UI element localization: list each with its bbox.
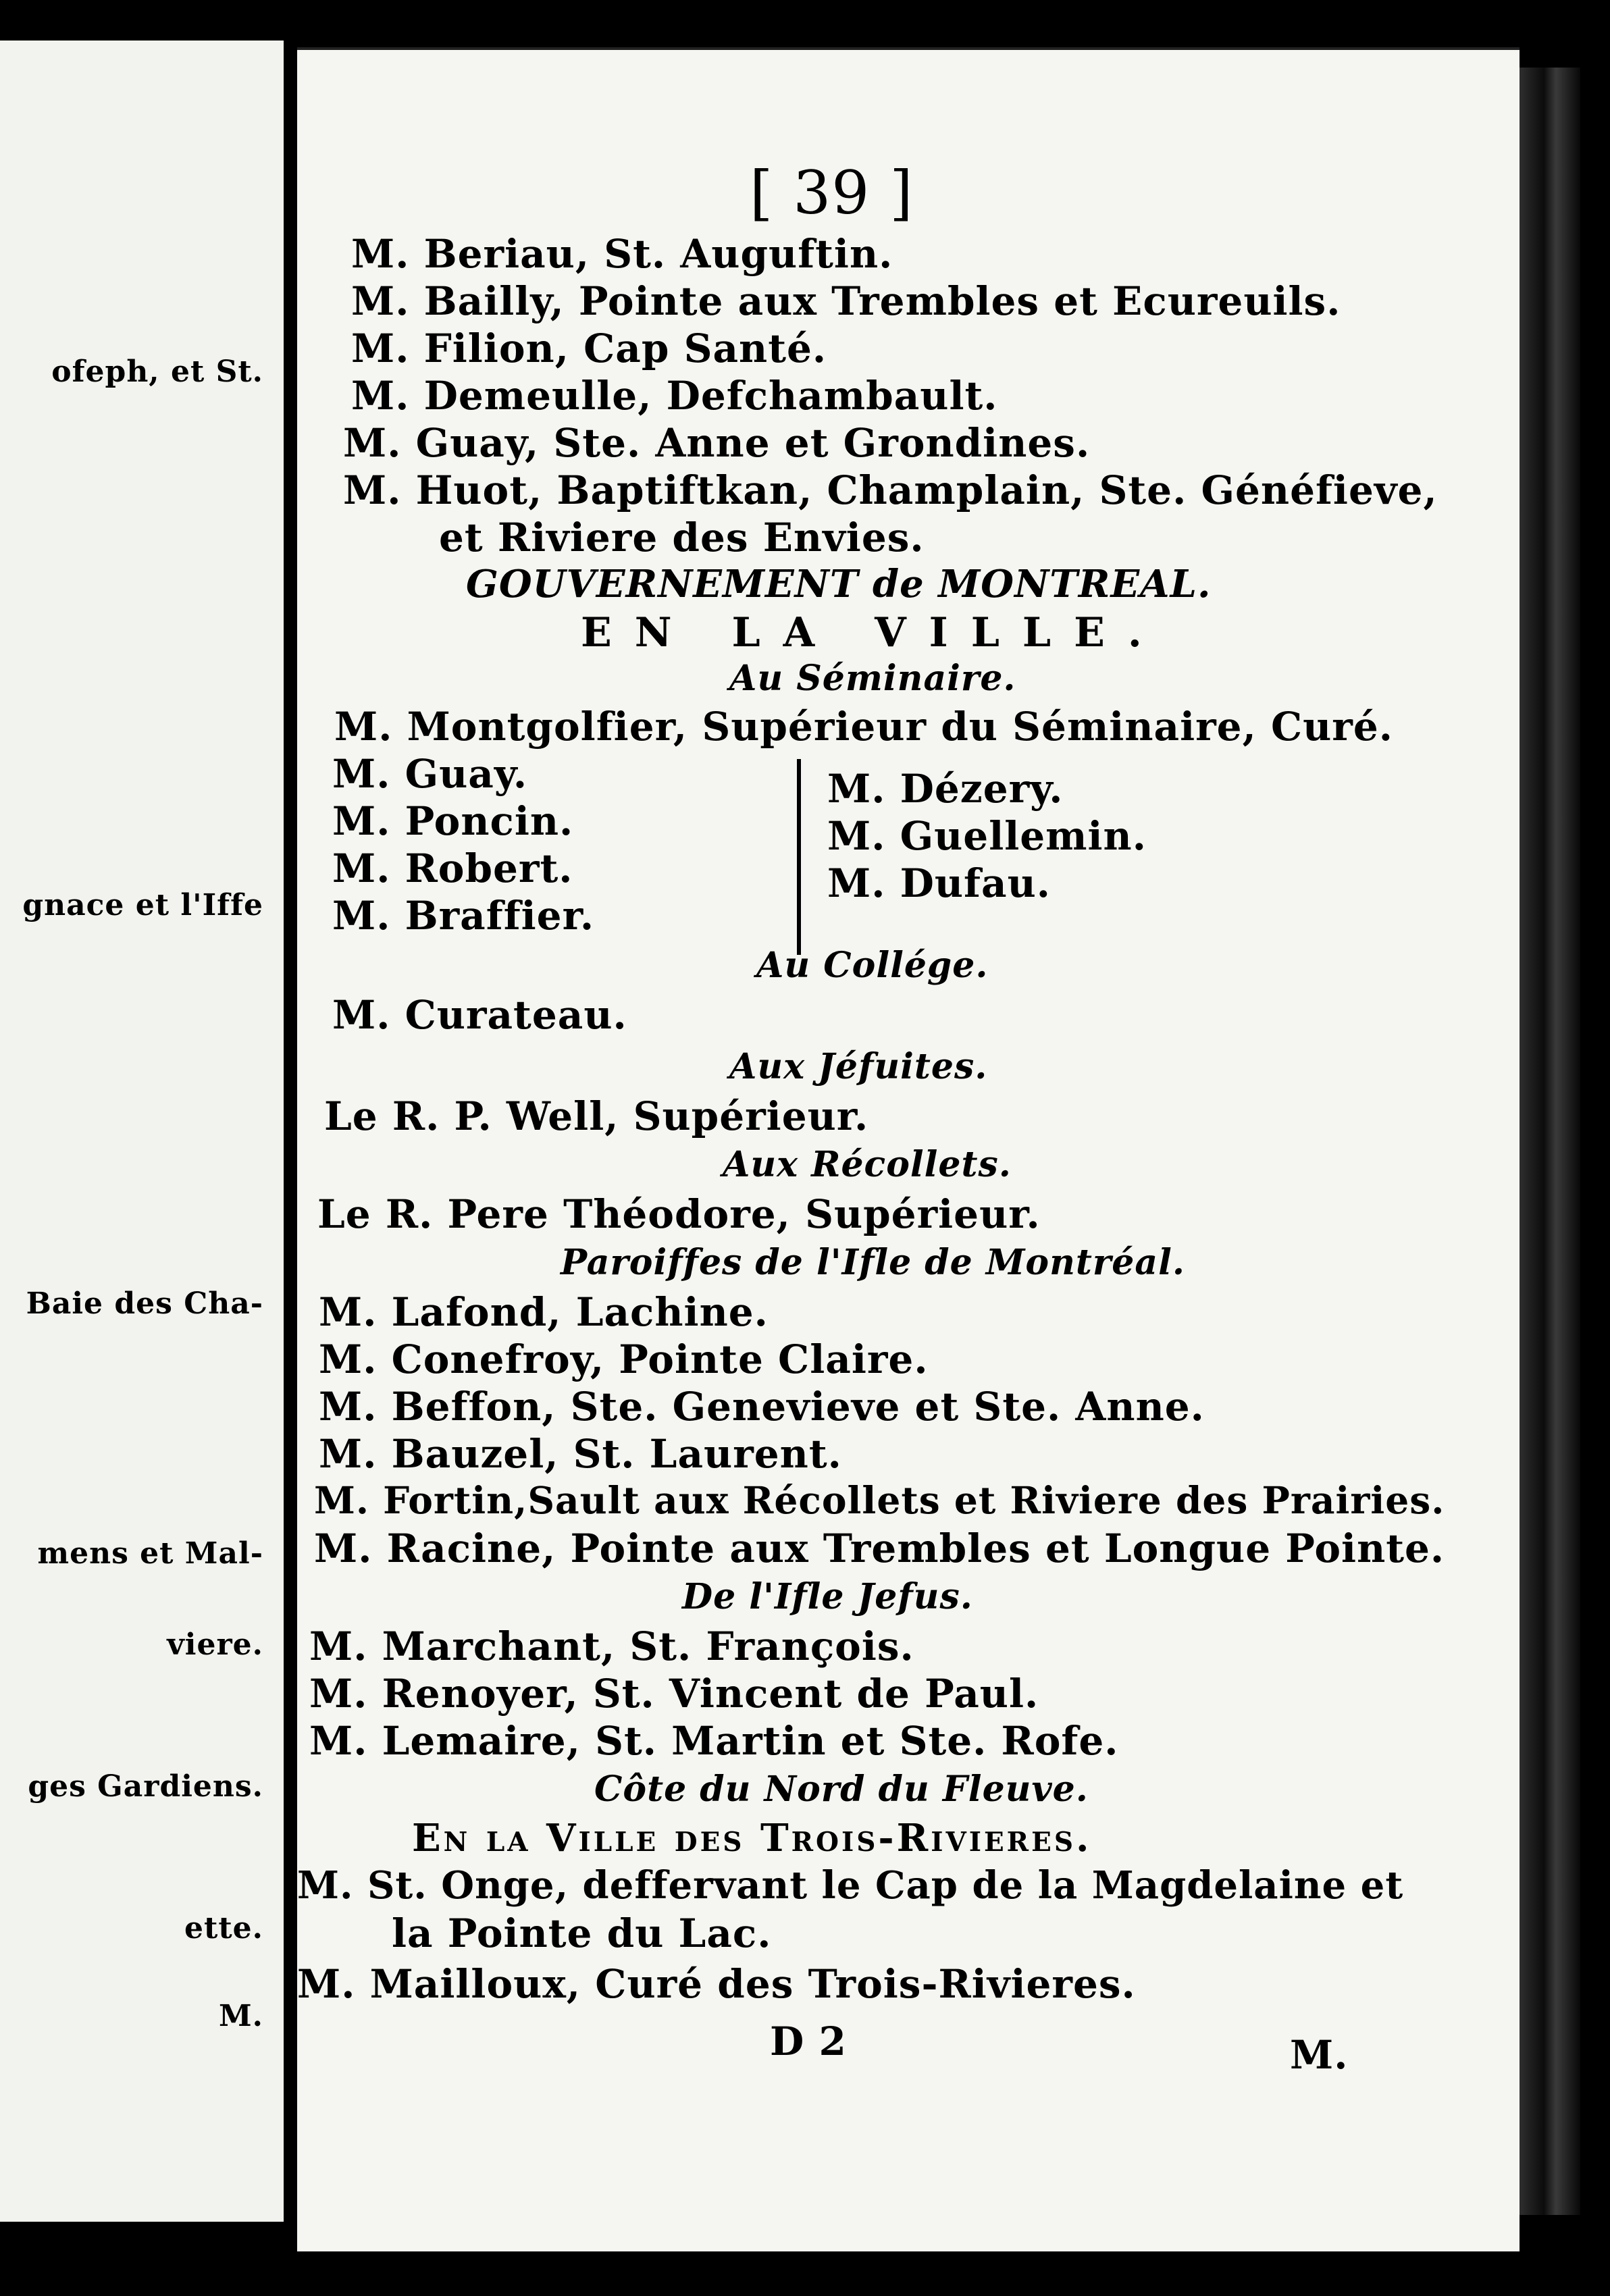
seminaire-left-4: M. Braffier. (332, 893, 595, 939)
entry-huot: M. Huot, Baptiftkan, Champlain, Ste. Généfieve, (343, 467, 1438, 513)
entry-st-onge: M. St. Onge, deffervant le Cap de la Magdelaine et (297, 1863, 1404, 1908)
left-fragment-4: mens et Mal- (37, 1536, 263, 1571)
entry-besson: M. Beffon, Ste. Genevieve et Ste. Anne. (319, 1384, 1205, 1430)
subheading-recollets: Aux Récollets. (723, 1144, 1012, 1185)
subheading-ile-jesus: De l'Ifle Jefus. (682, 1576, 973, 1617)
left-fragment-2: gnace et l'Iffe (22, 888, 263, 922)
left-fragment-7: ette. (184, 1911, 263, 1946)
entry-marchant: M. Marchant, St. François. (309, 1623, 914, 1669)
seminaire-left-3: M. Robert. (332, 845, 573, 891)
subheading-cote-nord: Côte du Nord du Fleuve. (594, 1769, 1089, 1810)
catchword: M. (1290, 2032, 1349, 2078)
left-fragment-6: ges Gardiens. (28, 1769, 263, 1804)
entry-demeulle: M. Demeulle, Defchambault. (351, 373, 998, 419)
entry-lemaire: M. Lemaire, St. Martin et Ste. Rofe. (309, 1718, 1119, 1764)
heading-gouvernement: GOUVERNEMENT de MONTREAL. (466, 562, 1212, 606)
entry-fortin: M. Fortin,Sault aux Récollets et Riviere des Prairies. (314, 1478, 1445, 1522)
entry-racine: M. Racine, Pointe aux Trembles et Longue Pointe. (314, 1525, 1445, 1571)
subheading-seminaire: Au Séminaire. (729, 658, 1016, 699)
entry-lafond: M. Lafond, Lachine. (319, 1289, 769, 1335)
entry-conefroy: M. Conefroy, Pointe Claire. (319, 1336, 929, 1382)
column-divider (797, 759, 801, 955)
entry-bailly: M. Bailly, Pointe aux Trembles et Ecureuils. (351, 278, 1341, 324)
seminaire-right-3: M. Dufau. (827, 860, 1051, 906)
left-fragment-5: viere. (167, 1627, 263, 1662)
entry-mailloux: M. Mailloux, Curé des Trois-Rivieres. (297, 1961, 1136, 2007)
left-page (0, 41, 288, 2222)
seminaire-left-2: M. Poncin. (332, 798, 574, 844)
subheading-jesuites: Aux Jéfuites. (729, 1046, 988, 1087)
entry-huot-cont: et Riviere des Envies. (439, 515, 925, 560)
right-page (297, 47, 1520, 2251)
heading-en-la-ville: EN LA VILLE. (581, 609, 1165, 656)
entry-bauzel: M. Bauzel, St. Laurent. (319, 1431, 842, 1477)
left-fragment-1: ofeph, et St. (51, 355, 263, 389)
heading-trois-rivieres: En la Ville des Trois-Rivieres. (412, 1816, 1092, 1860)
seminaire-left-1: M. Guay. (332, 751, 528, 797)
subheading-college: Au Collége. (756, 945, 989, 986)
entry-theodore: Le R. Pere Théodore, Supérieur. (317, 1191, 1041, 1237)
seminaire-right-1: M. Dézery. (827, 766, 1064, 812)
entry-guay-ste-anne: M. Guay, Ste. Anne et Grondines. (343, 420, 1091, 466)
left-catchword: M. (218, 1999, 263, 2033)
entry-montgolfier: M. Montgolfier, Supérieur du Séminaire, Curé. (334, 704, 1393, 750)
page-number: [ 39 ] (750, 158, 914, 228)
entry-beriau: M. Beriau, St. Auguftin. (351, 231, 893, 277)
entry-filion: M. Filion, Cap Santé. (351, 325, 827, 371)
left-fragment-3: Baie des Cha- (26, 1286, 263, 1321)
entry-well: Le R. P. Well, Supérieur. (324, 1093, 869, 1139)
signature-mark: D 2 (770, 2018, 847, 2064)
gutter (284, 27, 298, 2242)
entry-curateau: M. Curateau. (332, 992, 627, 1038)
book-edge (1520, 68, 1580, 2215)
seminaire-right-2: M. Guellemin. (827, 813, 1147, 859)
entry-renoyer: M. Renoyer, St. Vincent de Paul. (309, 1671, 1039, 1717)
subheading-paroisses: Paroiffes de l'Ifle de Montréal. (561, 1242, 1185, 1283)
entry-st-onge-cont: la Pointe du Lac. (392, 1910, 772, 1956)
